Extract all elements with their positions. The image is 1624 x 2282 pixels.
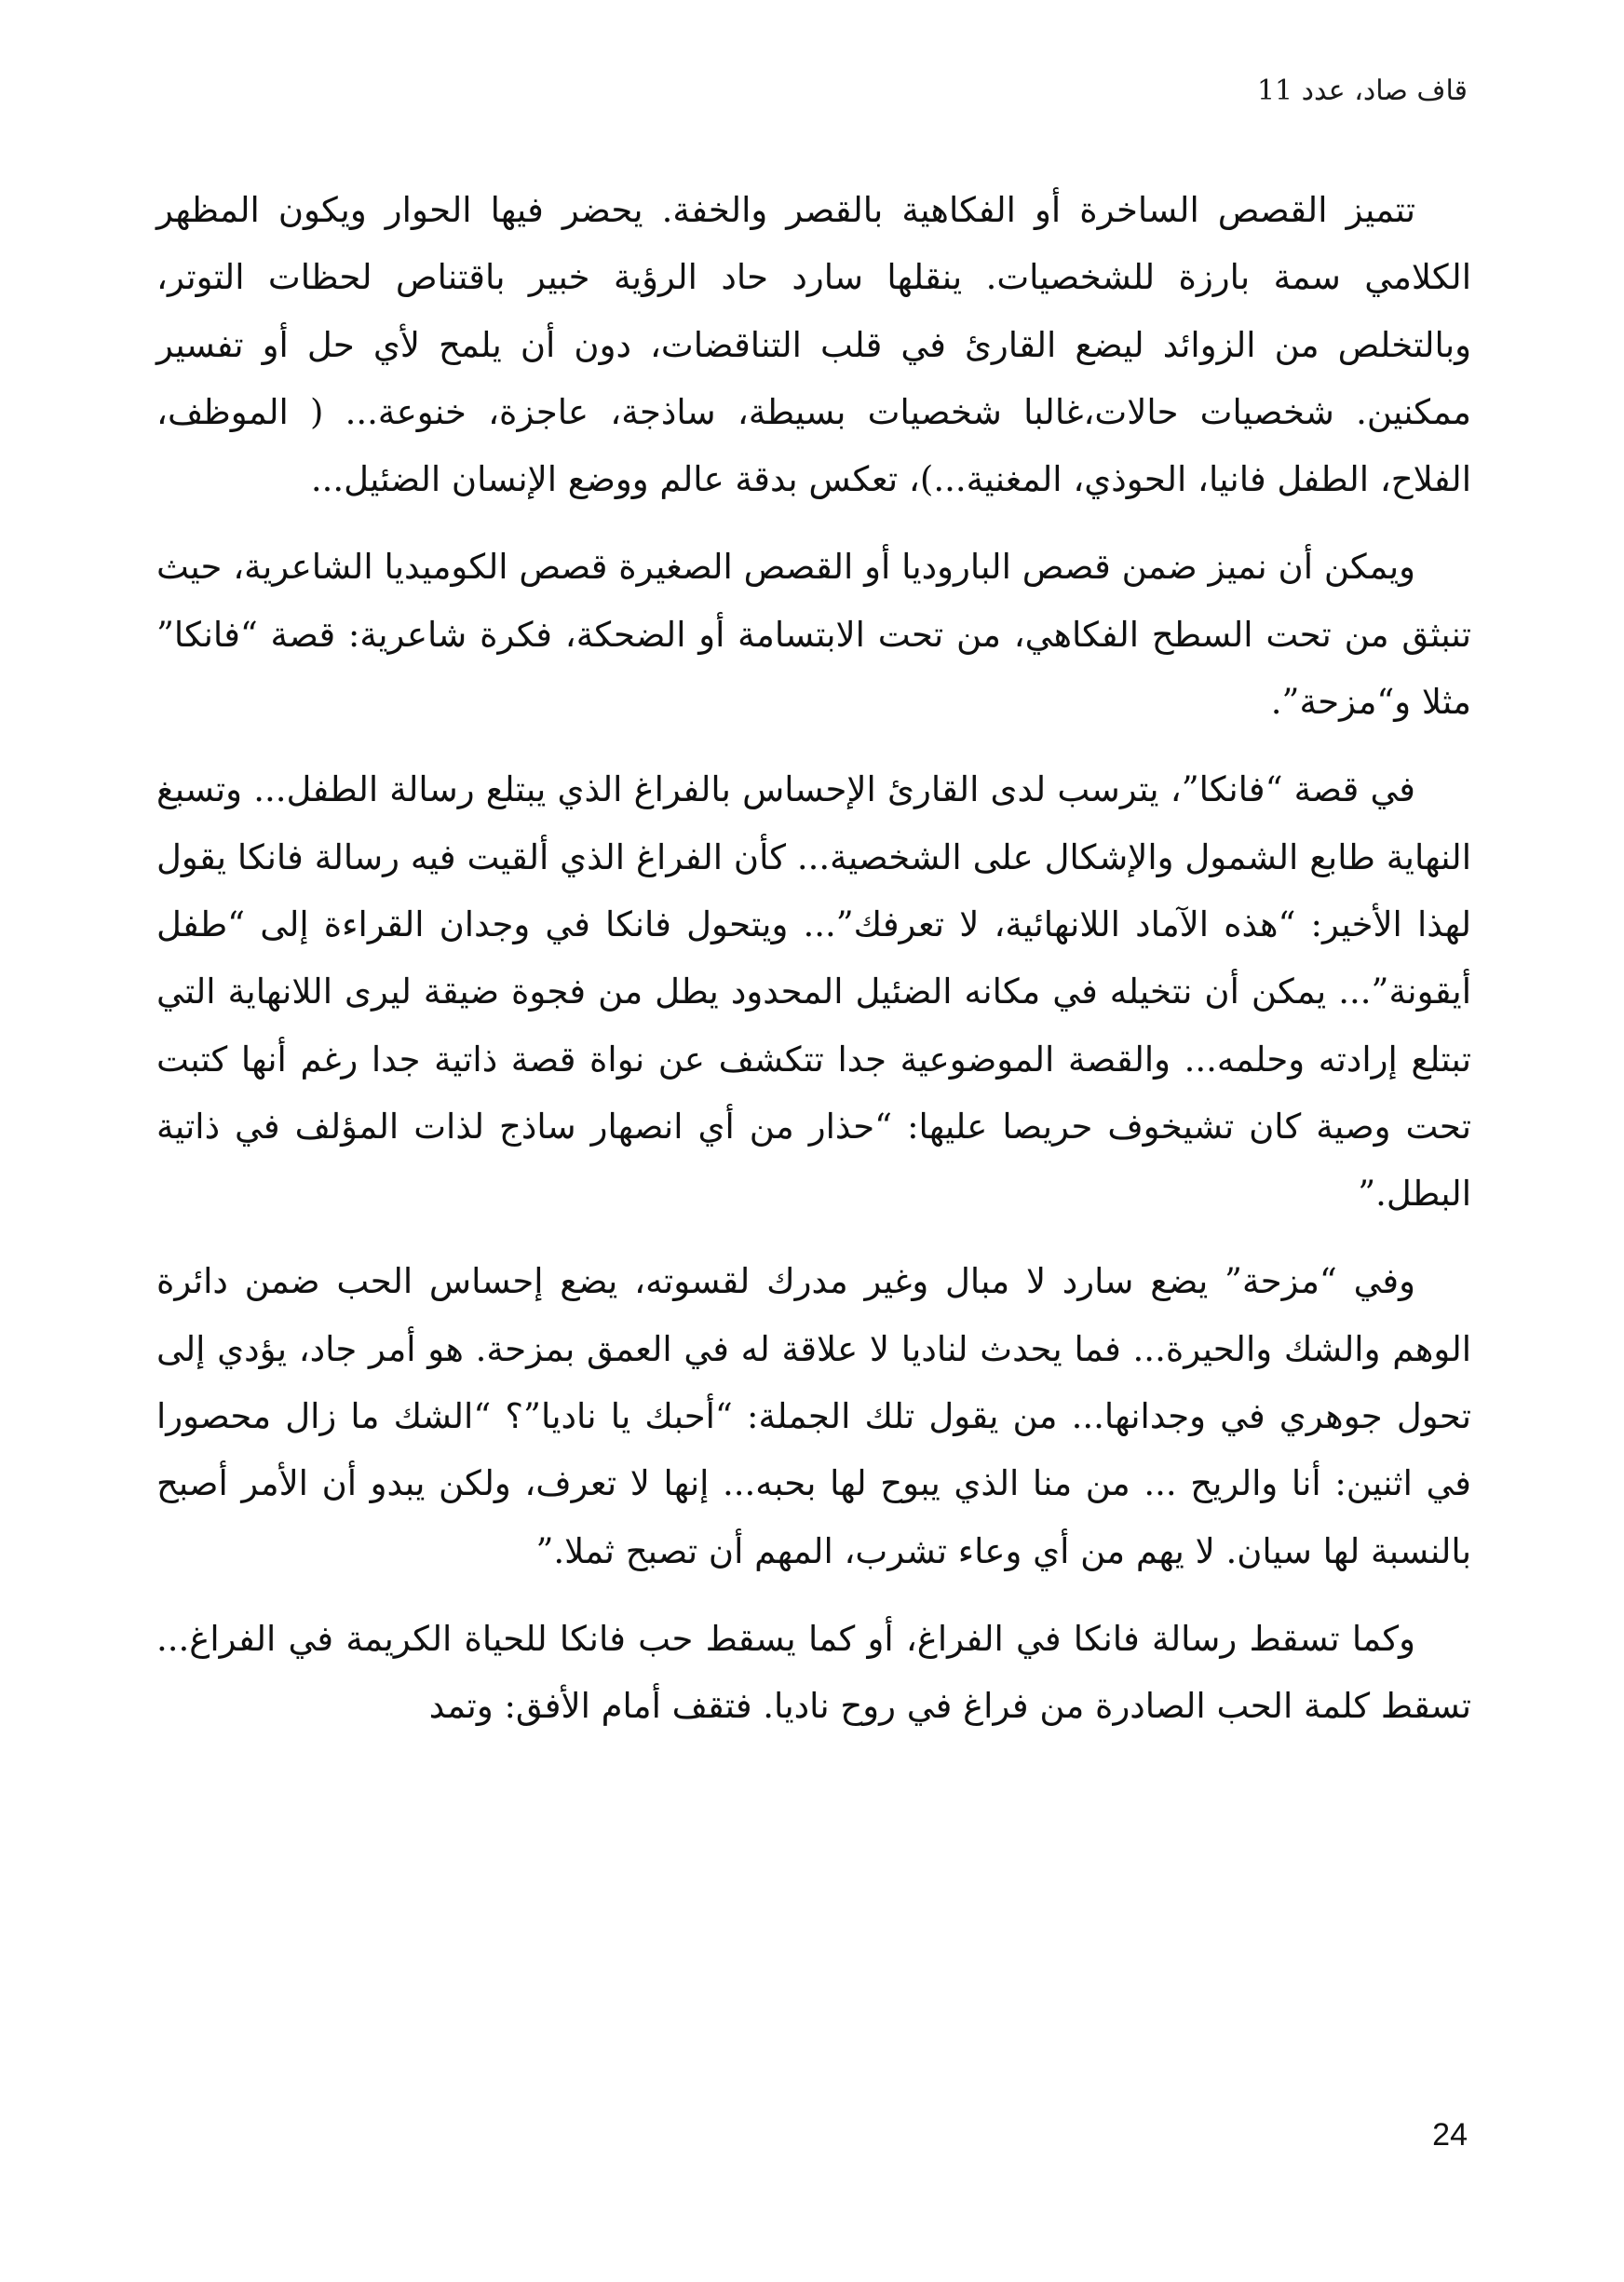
paragraph-1: تتميز القصص الساخرة أو الفكاهية بالقصر والخفة. يحضر فيها الحوار ويكون المظهر الكلامي سمة بارزة للشخصيات. ينقلها سارد حاد الرؤية خبير باقتناص لحظات التوتر، وبالتخلص من الزوائد ليضع القارئ في قلب التناقضات، دون أن يلمح لأي حل أو تفسير ممكنين. شخصيات حالات،غالبا شخصيات بسيطة، ساذجة، عاجزة، خنوعة... ( الموظف، الفلاح، الطفل فانيا، الحوذي، المغنية...)، تعكس بدقة عالم ووضع الإنسان الضئيل... bbox=[156, 190, 1471, 500]
paragraph-4: وفي “مزحة” يضع سارد لا مبال وغير مدرك لقسوته، يضع إحساس الحب ضمن دائرة الوهم والشك والحيرة... فما يحدث لناديا لا علاقة له في العمق بمزحة. هو أمر جاد، يؤدي إلى تحول جوهري في وجدانها... من يقول تلك الجملة: “أحبك يا ناديا”؟ “الشك ما زال محصورا في اثنين: أنا والريح ... من منا الذي يبوح لها بحبه... إنها لا تعرف، ولكن يبدو أن الأمر أصبح بالنسبة لها سيان. لا يهم من أي وعاء تشرب، المهم أن تصبح ثملا.” bbox=[156, 1261, 1471, 1571]
page-number: 24 bbox=[1432, 2117, 1468, 2153]
paragraph-5: وكما تسقط رسالة فانكا في الفراغ، أو كما يسقط حب فانكا للحياة الكريمة في الفراغ... تسقط كلمة الحب الصادرة من فراغ في روح ناديا. فتقف أمام الأفق: وتمد bbox=[156, 1618, 1471, 1727]
paragraph-3: في قصة “فانكا”، يترسب لدى القارئ الإحساس بالفراغ الذي يبتلع رسالة الطفل... وتسبغ النهاية طابع الشمول والإشكال على الشخصية... كأن الفراغ الذي ألقيت فيه رسالة فانكا يقول لهذا الأخير: “هذه الآماد اللانهائية، لا تعرفك”... ويتحول فانكا في وجدان القراءة إلى “طفل أيقونة”... يمكن أن نتخيله في مكانه الضئيل المحدود يطل من فجوة ضيقة ليرى اللانهاية التي تبتلع إرادته وحلمه... والقصة الموضوعية جدا تتكشف عن نواة قصة ذاتية جدا رغم أنها كتبت تحت وصية كان تشيخوف حريصا عليها: “حذار من أي انصهار ساذج لذات المؤلف في ذاتية البطل.” bbox=[156, 769, 1471, 1215]
running-header: قاف صاد، عدد 11 bbox=[1256, 75, 1468, 107]
body-text bbox=[156, 177, 1471, 1761]
paragraph-2: ويمكن أن نميز ضمن قصص الباروديا أو القصص الصغيرة قصص الكوميديا الشاعرية، حيث تنبثق من تحت السطح الفكاهي، من تحت الابتسامة أو الضحكة، فكرة شاعرية: قصة “فانكا” مثلا و“مزحة”. bbox=[156, 547, 1471, 723]
